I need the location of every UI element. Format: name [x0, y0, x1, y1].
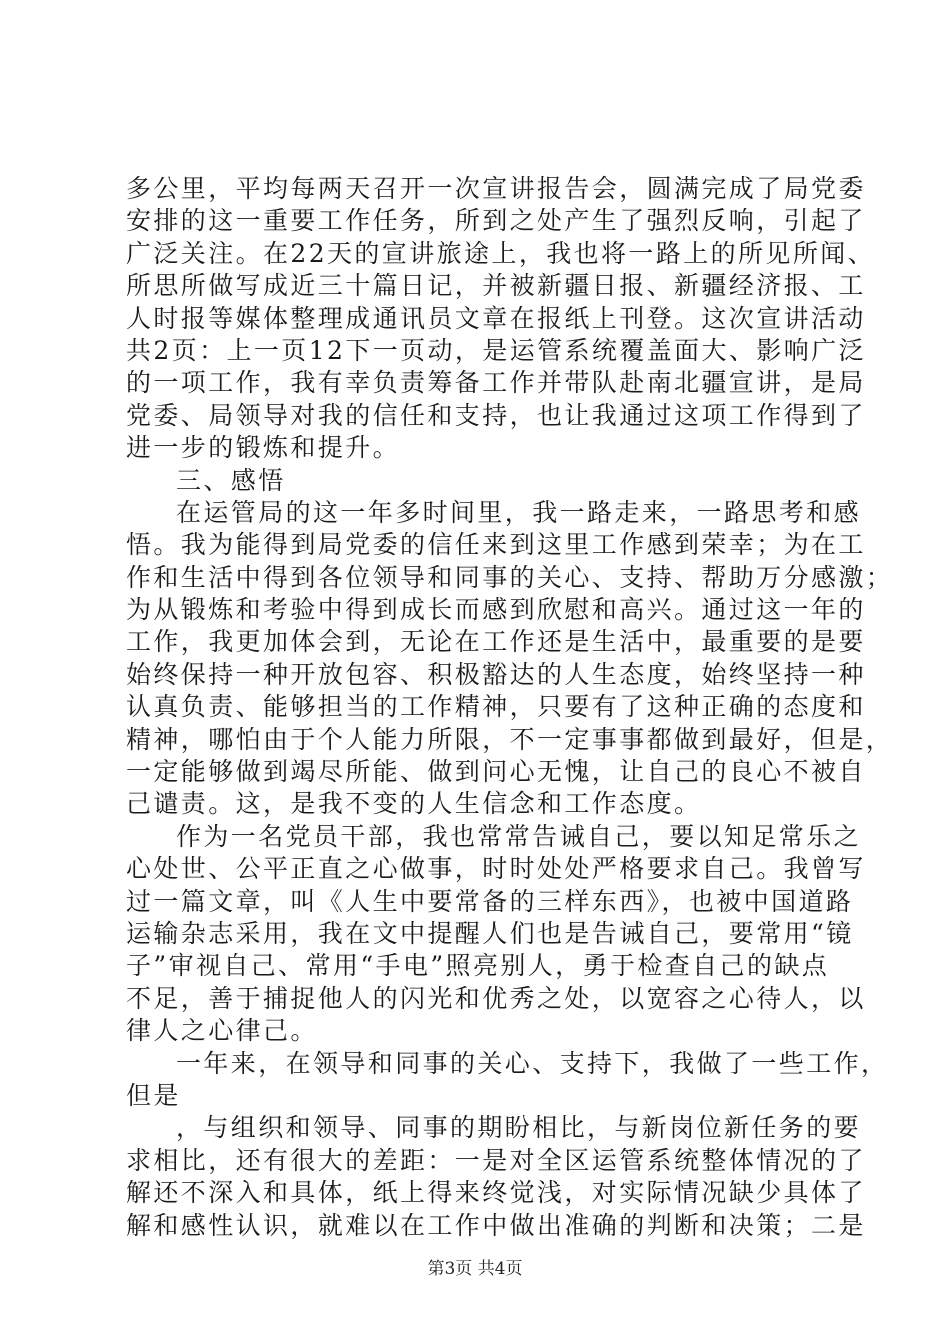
text-line: 但是 [126, 1080, 181, 1110]
text-line: 过一篇文章，叫《人生中要常备的三样东西》，也被中国道路 [126, 886, 854, 916]
text-line: 心处世、公平正直之心做事，时时处处严格要求自己。我曾写 [126, 854, 866, 884]
page-number-label: 第3页 共4页 [427, 1259, 523, 1279]
text-line: 为从锻炼和考验中得到成长而感到欣慰和高兴。通过这一年的 [126, 595, 866, 625]
text-line: 求相比，还有很大的差距：一是对全区运管系统整体情况的了 [126, 1145, 866, 1175]
text-line: ，与组织和领导、同事的期盼相比，与新岗位新任务的要 [176, 1113, 862, 1143]
text-line: 人时报等媒体整理成通讯员文章在报纸上刊登。这次宣讲活动 [126, 303, 866, 333]
text-line: 律人之心律己。 [126, 1016, 318, 1046]
text-line: 安排的这一重要工作任务，所到之处产生了强烈反响，引起了 [126, 206, 866, 236]
text-line: 解还不深入和具体，纸上得来终觉浅，对实际情况缺少具体了 [126, 1178, 866, 1208]
text-line: 一定能够做到竭尽所能、做到问心无愧，让自己的良心不被自 [126, 757, 866, 787]
text-line: 广泛关注。在22天的宣讲旅途上，我也将一路上的所见所闻、 [126, 238, 876, 268]
text-line: 进一步的锻炼和提升。 [126, 433, 401, 463]
section-heading: 三、感悟 [176, 465, 286, 495]
text-line: 己谴责。这，是我不变的人生信念和工作态度。 [126, 789, 702, 819]
text-line: 悟。我为能得到局党委的信任来到这里工作感到荣幸；为在工 [126, 530, 866, 560]
text-line: 党委、局领导对我的信任和支持，也让我通过这项工作得到了 [126, 400, 866, 430]
text-line: 所思所做写成近三十篇日记，并被新疆日报、新疆经济报、工 [126, 271, 866, 301]
text-line: 认真负责、能够担当的工作精神，只要有了这种正确的态度和 [126, 692, 866, 722]
text-line: 的一项工作，我有幸负责筹备工作并带队赴南北疆宣讲，是局 [126, 368, 866, 398]
text-line: 作为一名党员干部，我也常常告诫自己，要以知足常乐之 [176, 821, 862, 851]
document-body [126, 173, 894, 1242]
text-line: 不足，善于捕捉他人的闪光和优秀之处，以宽容之心待人，以 [126, 983, 866, 1013]
text-line: 精神，哪怕由于个人能力所限，不一定事事都做到最好，但是， [126, 724, 894, 754]
text-line: 在运管局的这一年多时间里，我一路走来，一路思考和感 [176, 497, 862, 527]
text-line: 运输杂志采用，我在文中提醒人们也是告诫自己，要常用“镜 [126, 918, 854, 948]
text-line: 多公里，平均每两天召开一次宣讲报告会，圆满完成了局党委 [126, 174, 866, 203]
text-line: 作和生活中得到各位领导和同事的关心、支持、帮助万分感激； [126, 562, 894, 592]
page-footer [0, 1254, 950, 1279]
text-line: 工作，我更加体会到，无论在工作还是生活中，最重要的是要 [126, 627, 866, 657]
text-line: 始终保持一种开放包容、积极豁达的人生态度，始终坚持一种 [126, 659, 866, 689]
text-line: 一年来，在领导和同事的关心、支持下，我做了一些工作， [176, 1048, 889, 1078]
text-line: 共2页：上一页12下一页动，是运管系统覆盖面大、影响广泛 [126, 335, 866, 365]
text-line: 子”审视自己、常用“手电”照亮别人，勇于检查自己的缺点 [126, 951, 830, 981]
text-line: 解和感性认识，就难以在工作中做出准确的判断和决策；二是 [126, 1210, 866, 1240]
